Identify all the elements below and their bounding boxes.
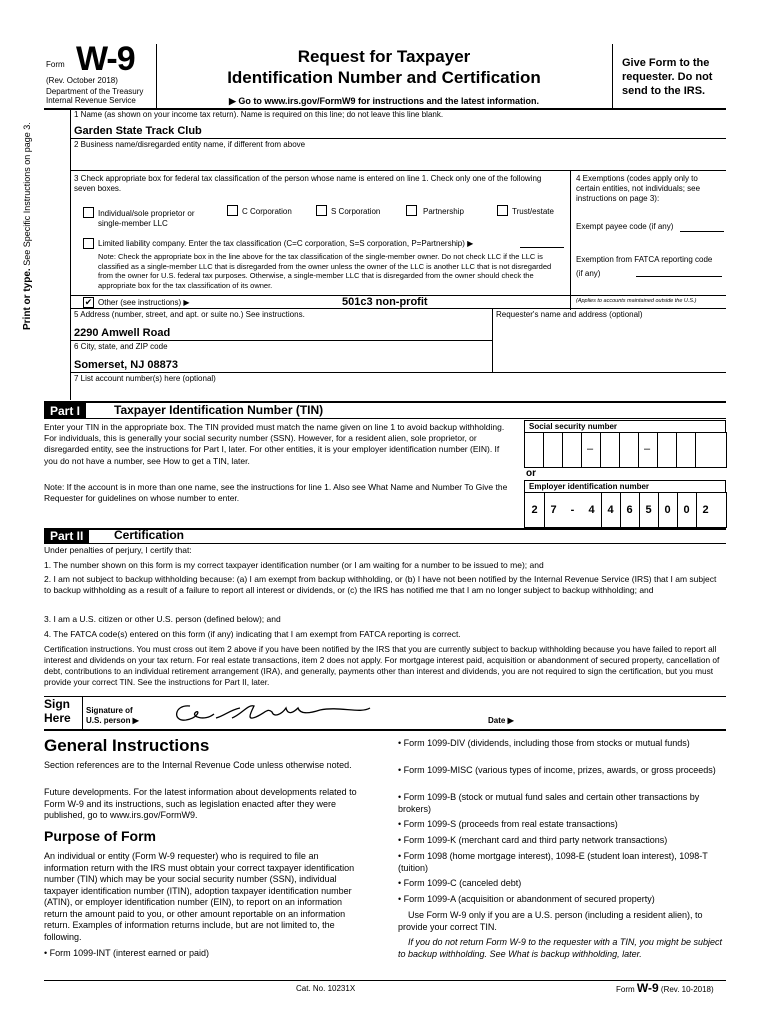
bullet-1099-int: • Form 1099-INT (interest earned or paid) xyxy=(44,948,210,958)
llc-checkbox[interactable] xyxy=(83,238,94,249)
line5-label: 5 Address (number, street, and apt. or suite no.) See instructions. xyxy=(74,310,305,319)
trust-label: Trust/estate xyxy=(512,207,554,216)
c-corp-label: C Corporation xyxy=(242,207,292,216)
part1-note: Note: If the account is in more than one name, see the instructions for line 1. Also see What Name and Number To Give the Requester for guidelines on whose number to enter. xyxy=(44,482,508,504)
other-checkbox[interactable]: ✔ xyxy=(84,297,93,307)
cert-item2: 2. I am not subject to backup withholding because: (a) I am exempt from backup withholding, or (b) I have not been notified by the Internal Revenue Service (IRS) that I am subject to backup withholding as a result of a failure to report all interest or dividends, or (c) the IRS has notified me that I am no longer subject to backup withholding; and xyxy=(44,574,717,595)
line2-label: 2 Business name/disregarded entity name, if different from above xyxy=(74,140,306,149)
specific-instructions: See Specific Instructions on page 3. xyxy=(22,122,32,266)
bullet-1099-div: • Form 1099-DIV (dividends, including those from stocks or mutual funds) xyxy=(398,738,690,748)
part1-title: Taxpayer Identification Number (TIN) xyxy=(114,403,324,417)
name-field[interactable]: Garden State Track Club xyxy=(74,125,202,137)
fatca-applies-note: (Applies to accounts maintained outside the U.S.) xyxy=(576,298,697,304)
cert-item3: 3. I am a U.S. citizen or other U.S. person (defined below); and xyxy=(44,614,281,624)
ein-digit: 5 xyxy=(645,504,652,516)
ein-digit: 6 xyxy=(626,504,633,516)
trust-checkbox[interactable] xyxy=(497,205,508,216)
footer-rev: (Rev. 10-2018) xyxy=(660,985,714,994)
signature-icon xyxy=(170,700,390,728)
date-label: Date ▶ xyxy=(488,716,514,725)
here-label: Here xyxy=(44,711,71,725)
ein-digit: 0 xyxy=(683,504,690,516)
s-corp-checkbox[interactable] xyxy=(316,205,327,216)
signature-label1: Signature of xyxy=(86,706,133,715)
s-corp-label: S Corporation xyxy=(331,207,381,216)
sign-label: Sign xyxy=(44,697,70,711)
future-developments: Future developments. For the latest information about developments related to Form W-9 and its instructions, such as legislation enacted after they were published, go to www.irs.gov/FormW9. xyxy=(44,787,357,820)
line6-label: 6 City, state, and ZIP code xyxy=(74,342,168,351)
instructions-link[interactable]: ▶ Go to www.irs.gov/FormW9 for instructions and the latest information. xyxy=(228,96,540,106)
ein-digit: 0 xyxy=(664,504,671,516)
signature-field[interactable] xyxy=(170,700,390,728)
form-label: Form xyxy=(46,60,65,69)
ein-digit: 2 xyxy=(531,504,538,516)
fatca-field[interactable] xyxy=(636,276,722,277)
address-field[interactable]: 2290 Amwell Road xyxy=(74,327,171,339)
signature-label2: U.S. person ▶ xyxy=(86,716,139,725)
form-title-line1: Request for Taxpayer xyxy=(297,47,471,66)
other-field[interactable]: 501c3 non-profit xyxy=(342,296,428,308)
bullet-1098: • Form 1098 (home mortgage interest), 1098-E (student loan interest), 1098-T (tuition) xyxy=(398,851,708,873)
general-instructions-heading: General Instructions xyxy=(44,736,210,755)
exemptions-label: 4 Exemptions (codes apply only to certain entities, not individuals; see instructions on page 3): xyxy=(576,174,701,203)
purpose-text: An individual or entity (Form W-9 requester) who is required to file an information return with the IRS must obtain your correct taxpayer identification number (TIN) which may be your social security number (SSN), individual taxpayer identification number (ITIN), adoption taxpayer identification number (ATIN), or employer identification number (EIN), to report on an information return the amount paid to you, or other amount reportable on an information return. Examples of information returns include, but are not limited to, the following. xyxy=(44,851,355,942)
fatca-label: Exemption from FATCA reporting code (if any) xyxy=(576,255,713,278)
give-form-note: Give Form to the requester. Do not send to the IRS. xyxy=(622,57,713,97)
part1-tag: Part I xyxy=(44,403,86,419)
other-label: Other (see instructions) ▶ xyxy=(98,298,190,307)
ein-field[interactable] xyxy=(524,492,727,528)
llc-label: Limited liability company. Enter the tax classification (C=C corporation, S=S corporation, P=Partnership) ▶ xyxy=(98,239,474,248)
side-instructions xyxy=(22,110,33,330)
revision: (Rev. October 2018) xyxy=(46,76,118,85)
ein-label: Employer identification number xyxy=(524,480,726,492)
business-name-field[interactable] xyxy=(74,153,714,167)
partnership-label: Partnership xyxy=(423,207,464,216)
bullet-1099-s: • Form 1099-S (proceeds from real estate transactions) xyxy=(398,819,618,829)
cert-intro: Under penalties of perjury, I certify that: xyxy=(44,545,192,555)
account-numbers-field[interactable] xyxy=(74,385,714,398)
ein-digit: 7 xyxy=(550,504,557,516)
bullet-1099-c: • Form 1099-C (canceled debt) xyxy=(398,878,522,888)
footer-form-name: W-9 xyxy=(636,981,659,995)
purpose-heading: Purpose of Form xyxy=(44,828,157,844)
ein-separator: - xyxy=(570,504,575,516)
ein-digit: 4 xyxy=(607,504,614,516)
llc-classification-field[interactable] xyxy=(520,247,564,248)
department-line1: Department of the Treasury xyxy=(46,87,144,96)
backup-withholding-text: If you do not return Form W-9 to the requester with a TIN, you might be subject to backup withholding. See What is backup withholding, later. xyxy=(398,937,722,959)
line7-label: 7 List account number(s) here (optional) xyxy=(74,374,216,383)
part2-title: Certification xyxy=(114,528,185,542)
bullet-1099-k: • Form 1099-K (merchant card and third party network transactions) xyxy=(398,835,668,845)
c-corp-checkbox[interactable] xyxy=(227,205,238,216)
print-or-type: Print or type. xyxy=(22,268,33,330)
or-label: or xyxy=(526,468,536,479)
partnership-checkbox[interactable] xyxy=(406,205,417,216)
use-w9-text: Use Form W-9 only if you are a U.S. person (including a resident alien), to provide your correct TIN. xyxy=(398,910,703,932)
exempt-payee-label: Exempt payee code (if any) xyxy=(576,222,674,231)
city-field[interactable]: Somerset, NJ 08873 xyxy=(74,359,178,371)
cert-item1: 1. The number shown on this form is my correct taxpayer identification number (or I am waiting for a number to be issued to me); and xyxy=(44,560,544,570)
part1-text: Enter your TIN in the appropriate box. The TIN provided must match the name given on line 1 to avoid backup withholding. For individuals, this is generally your social security number (SSN). However, for a resident alien, sole proprietor, or disregarded entity, see the instructions for Part I, later. For other entities, it is your employer identification number (EIN). If you do not have a number, see How to get a TIN, later. xyxy=(44,422,505,466)
form-name: W-9 xyxy=(76,40,135,78)
general-p1: Section references are to the Internal Revenue Code unless otherwise noted. xyxy=(44,760,352,770)
bullet-1099-b: • Form 1099-B (stock or mutual fund sales and certain other transactions by brokers) xyxy=(398,792,700,814)
footer-form-label: Form xyxy=(616,985,635,994)
individual-checkbox[interactable] xyxy=(83,207,94,218)
requester-label: Requester's name and address (optional) xyxy=(496,310,643,319)
bullet-1099-misc: • Form 1099-MISC (various types of income, prizes, awards, or gross proceeds) xyxy=(398,765,716,775)
ein-digit: 4 xyxy=(588,504,595,516)
llc-note: Note: Check the appropriate box in the line above for the tax classification of the single-member owner. Do not check LLC if the LLC is classified as a single-member LLC that is disregarded from the owner unless the owner of the LLC is another LLC that is not disregarded from the owner for U.S. federal tax purposes. Otherwise, a single-member LLC that is disregarded from the owner should check the appropriate box for the tax classification of its owner. xyxy=(98,252,552,290)
ein-digit: 2 xyxy=(702,504,709,516)
footer-form-id xyxy=(616,981,714,995)
part2-tag: Part II xyxy=(44,528,89,544)
department-line2: Internal Revenue Service xyxy=(46,96,136,105)
form-title-line2: Identification Number and Certification xyxy=(227,68,541,87)
catalog-number: Cat. No. 10231X xyxy=(296,984,356,993)
individual-label: Individual/sole proprietor or single-member LLC xyxy=(98,209,195,228)
line1-label: 1 Name (as shown on your income tax return). Name is required on this line; do not leave this line blank. xyxy=(74,110,444,119)
bullet-1099-a: • Form 1099-A (acquisition or abandonment of secured property) xyxy=(398,894,655,904)
ssn-field[interactable]: – – xyxy=(524,432,727,468)
cert-instructions: Certification instructions. You must cross out item 2 above if you have been notified by the IRS that you are currently subject to backup withholding because you have failed to report all interest and dividends on your tax return. For real estate transactions, item 2 does not apply. For mortgage interest paid, acquisition or abandonment of secured property, cancellation of debt, contributions to an individual retirement arrangement (IRA), and generally, payments other than interest and dividends, you are not required to sign the certification, but you must provide your correct TIN. See the instructions for Part II, later. xyxy=(44,644,720,687)
exempt-payee-field[interactable] xyxy=(680,231,724,232)
cert-item4: 4. The FATCA code(s) entered on this form (if any) indicating that I am exempt from FATCA reporting is correct. xyxy=(44,629,461,639)
ssn-label: Social security number xyxy=(524,420,726,432)
line3-label: 3 Check appropriate box for federal tax classification of the person whose name is entered on line 1. Check only one of the following seven boxes. xyxy=(74,174,542,193)
